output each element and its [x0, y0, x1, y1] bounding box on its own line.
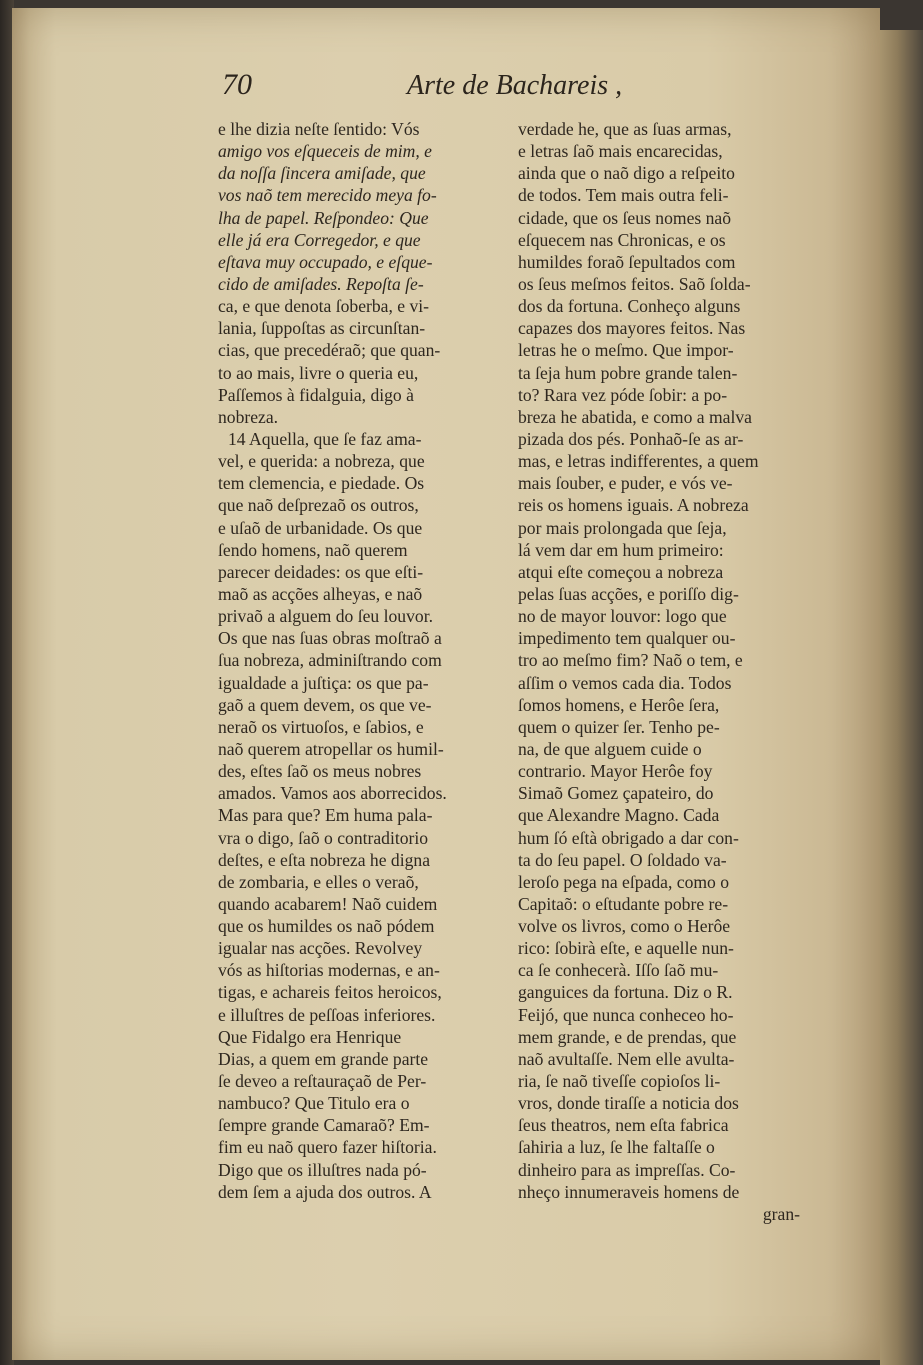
catchword: gran- — [762, 1203, 800, 1224]
text-line: eſquecem nas Chronicas, e os — [518, 229, 726, 250]
text-line: parecer deidades: os que eſti- — [218, 561, 424, 582]
text-line: naõ avultaſſe. Nem elle avulta- — [518, 1048, 735, 1069]
text-line: gaõ a quem devem, os que ve- — [218, 694, 432, 715]
text-line: ca, e que denota ſoberba, e vi- — [218, 296, 430, 317]
running-head — [222, 68, 742, 110]
text-line: lha de papel. Reſpondeo: Que — [218, 207, 429, 228]
text-line: tro ao meſmo fim? Naõ o tem, e — [518, 650, 743, 671]
text-line: leroſo pega na eſpada, como o — [518, 871, 730, 892]
text-line: atqui eſte começou a nobreza — [518, 561, 724, 582]
text-line: igualar nas acções. Revolvey — [218, 938, 423, 959]
text-line: ſomos homens, e Herôe ſera, — [518, 694, 720, 715]
text-line: ſahiria a luz, ſe lhe faltaſſe o — [518, 1137, 715, 1158]
text-line: humildes foraõ ſepultados com — [518, 251, 736, 272]
text-line: lá vem dar em hum primeiro: — [518, 539, 724, 560]
text-line: cidade, que os ſeus nomes naõ — [518, 207, 732, 228]
text-line: 14 Aquella, que ſe faz ama- — [228, 428, 422, 449]
text-line: Mas para que? Em huma pala- — [218, 805, 433, 826]
text-line: Capitaõ: o eſtudante pobre re- — [518, 893, 729, 914]
text-line: eſtava muy occupado, e eſque- — [218, 251, 433, 272]
text-line: Os que nas ſuas obras moſtraõ a — [218, 628, 442, 649]
text-line: capazes dos mayores feitos. Nas — [518, 318, 746, 339]
text-line: verdade he, que as ſuas armas, — [518, 119, 732, 139]
text-line: to? Rara vez póde ſobir: a po- — [518, 384, 728, 405]
text-line: ganguices da fortuna. Diz o R. — [518, 982, 733, 1003]
text-line: maõ as acções alheyas, e naõ — [218, 583, 423, 604]
text-line: mem grande, e de prendas, que — [518, 1026, 737, 1047]
text-line: ſeus theatros, nem eſta fabrica — [518, 1115, 729, 1136]
text-line: nobreza. — [218, 406, 279, 427]
text-line: amigo vos eſqueceis de mim, e — [218, 141, 432, 162]
text-line: ſua nobreza, adminiſtrando com — [218, 650, 442, 671]
page-number: 70 — [222, 68, 252, 101]
text-line: nheço innumeraveis homens de — [518, 1181, 740, 1202]
text-line: vos naõ tem merecido meya fo- — [218, 185, 437, 206]
text-line: dinheiro para as impreſſas. Co- — [518, 1159, 736, 1180]
text-line: vra o digo, ſaõ o contraditorio — [218, 827, 429, 848]
text-line: impedimento tem qualquer ou- — [518, 628, 736, 649]
text-line: ta do ſeu papel. O ſoldado va- — [518, 849, 727, 870]
text-line: que os humildes os naõ pódem — [218, 916, 435, 937]
text-line: pizada dos pés. Ponhaõ-ſe as ar- — [518, 428, 744, 449]
text-line: Simaõ Gomez çapateiro, do — [518, 783, 714, 804]
text-line: volve os livros, como o Herôe — [518, 916, 731, 937]
text-line: aſſim o vemos cada dia. Todos — [518, 672, 732, 693]
text-line: ſempre grande Camaraõ? Em- — [218, 1115, 430, 1136]
text-line: reis os homens iguais. A nobreza — [518, 495, 749, 516]
text-line: ria, ſe naõ tiveſſe copioſos li- — [518, 1071, 721, 1092]
text-line: cido de amiſades. Repoſta ſe- — [218, 273, 424, 294]
text-line: rico: ſobirà eſte, e aquelle nun- — [518, 938, 734, 959]
text-line: nambuco? Que Titulo era o — [218, 1093, 410, 1114]
text-line: no de mayor louvor: logo que — [518, 606, 727, 627]
text-line: pelas ſuas acções, e poriſſo dig- — [518, 583, 739, 604]
text-line: e illuſtres de peſſoas inferiores. — [218, 1004, 436, 1025]
text-line: que naõ deſprezaõ os outros, — [218, 495, 419, 516]
text-line: da noſſa ſincera amiſade, que — [218, 163, 426, 184]
text-line: Digo que os illuſtres nada pó- — [218, 1159, 427, 1180]
text-line: neraõ os virtuoſos, e ſabios, e — [218, 716, 424, 737]
text-line: dem ſem a ajuda dos outros. A — [218, 1181, 432, 1202]
text-line: os ſeus meſmos feitos. Saõ ſolda- — [518, 273, 751, 294]
text-line: Dias, a quem em grande parte — [218, 1048, 429, 1069]
text-line: e lhe dizia neſte ſentido: Vós — [218, 119, 420, 139]
text-line: to ao mais, livre o queria eu, — [218, 362, 419, 383]
text-line: des, eſtes ſaõ os meus nobres — [218, 761, 422, 782]
text-line: lania, ſuppoſtas as circunſtan- — [218, 318, 426, 339]
text-line: e uſaõ de urbanidade. Os que — [218, 517, 423, 538]
text-line: deſtes, e eſta nobreza he digna — [218, 849, 431, 870]
text-line: tem clemencia, e piedade. Os — [218, 473, 425, 494]
text-line: naõ querem atropellar os humil- — [218, 738, 444, 759]
text-line: cias, que precedéraõ; que quan- — [218, 340, 441, 361]
text-line: que Alexandre Magno. Cada — [518, 805, 720, 826]
text-line: na, de que alguem cuide o — [518, 738, 702, 759]
text-line: ainda que o naõ digo a reſpeito — [518, 163, 735, 184]
text-line: ca ſe conhecerà. Iſſo ſaõ mu- — [518, 960, 719, 981]
text-line: hum ſó eſtà obrigado a dar con- — [518, 827, 739, 848]
text-line: vel, e querida: a nobreza, que — [218, 451, 425, 472]
running-title: Arte de Bachareis , — [407, 70, 623, 101]
text-line: mas, e letras indifferentes, a quem — [518, 451, 759, 472]
text-line: mais ſouber, e puder, e vós ve- — [518, 473, 733, 494]
text-line: ta ſeja hum pobre grande talen- — [518, 362, 738, 383]
text-line: breza he abatida, e como a malva — [518, 406, 752, 427]
text-line: Paſſemos à fidalguia, digo à — [218, 384, 414, 405]
text-line: letras he o meſmo. Que impor- — [518, 340, 734, 361]
text-line: vós as hiſtorias modernas, e an- — [218, 960, 440, 981]
text-line: privaõ a alguem do ſeu louvor. — [218, 606, 433, 627]
text-line: quando acabarem! Naõ cuidem — [218, 893, 438, 914]
left-text-column — [218, 118, 503, 1203]
text-line: fim eu naõ quero fazer hiſtoria. — [218, 1137, 437, 1158]
text-line: e letras ſaõ mais encarecidas, — [518, 141, 723, 162]
text-line: de zombaria, e elles o veraõ, — [218, 871, 419, 892]
text-line: de todos. Tem mais outra feli- — [518, 185, 729, 206]
text-line: quem o quizer ſer. Tenho pe- — [518, 716, 720, 737]
text-line: contrario. Mayor Herôe foy — [518, 761, 713, 782]
text-line: Feijó, que nunca conheceo ho- — [518, 1004, 734, 1025]
text-line: igualdade a juſtiça: os que pa- — [218, 672, 429, 693]
text-line: amados. Vamos aos aborrecidos. — [218, 783, 447, 804]
text-line: dos da fortuna. Conheço alguns — [518, 296, 741, 317]
page-stack-edge — [880, 30, 923, 1365]
right-text-column — [518, 118, 800, 1225]
text-line: elle já era Corregedor, e que — [218, 229, 421, 250]
text-line: ſendo homens, naõ querem — [218, 539, 408, 560]
text-line: ſe deveo a reſtauraçaõ de Per- — [218, 1071, 427, 1092]
text-line: Que Fidalgo era Henrique — [218, 1026, 402, 1047]
text-line: tigas, e achareis feitos heroicos, — [218, 982, 442, 1003]
text-line: por mais prolongada que ſeja, — [518, 517, 727, 538]
text-line: vros, donde tiraſſe a noticia dos — [518, 1093, 739, 1114]
